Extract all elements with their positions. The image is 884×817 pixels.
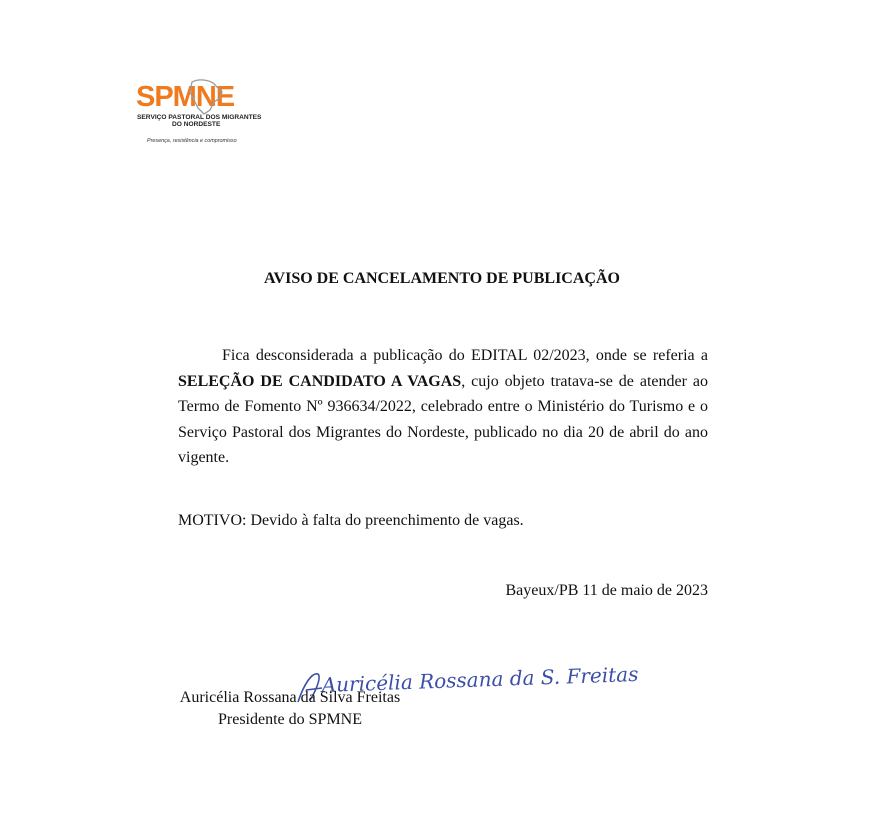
logo-org-region: DO NORDESTE <box>172 121 221 128</box>
logo-wordmark: SPMNE <box>136 81 235 113</box>
spmne-logo <box>134 78 262 150</box>
body-text-bold: SELEÇÃO DE CANDIDATO A VAGAS <box>178 372 462 390</box>
body-text-part2: , cujo objeto tratava-se de atender ao Termo de Fomento Nº 936634/2022, celebrado entre o Ministério do Turismo e o Serviço Pastoral dos Migrantes do Nordeste, publicado no dia 20 de abril do ano vigente. <box>178 372 708 466</box>
map-icon <box>186 78 226 116</box>
logo-org-name: SERVIÇO PASTORAL DOS MIGRANTES <box>137 114 262 121</box>
signatory-name: Auricélia Rossana da Silva Freitas <box>179 689 401 706</box>
date-line: Bayeux/PB 11 de maio de 2023 <box>505 582 708 599</box>
page-title: AVISO DE CANCELAMENTO DE PUBLICAÇÃO <box>264 270 620 287</box>
signatory-role: Presidente do SPMNE <box>218 711 362 728</box>
logo-tagline: Presença, resistência e compromisso <box>147 138 237 144</box>
body-text-part1: Fica desconsiderada a publicação do EDITAL 02/2023, onde se referia a <box>222 347 708 364</box>
signature-ink-text: Auricélia Rossana da S. Freitas <box>321 661 639 697</box>
body-paragraph <box>178 343 708 471</box>
motivo-line: MOTIVO: Devido à falta do preenchimento de vagas. <box>178 512 524 529</box>
